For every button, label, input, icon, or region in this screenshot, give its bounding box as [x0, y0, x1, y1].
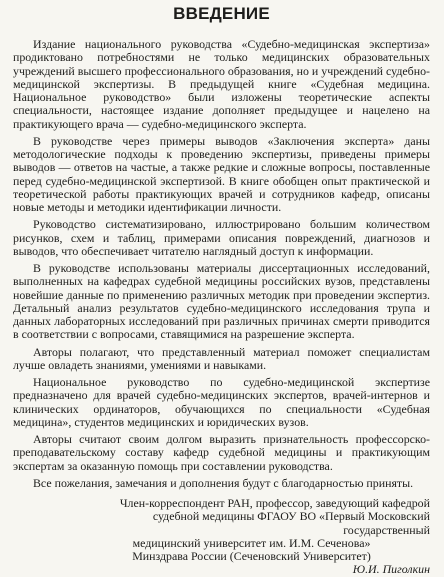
introduction-body [13, 38, 430, 490]
signature-university: медицинский университет им. И.М. Сеченова» [132, 535, 371, 550]
page-title: ВВЕДЕНИЕ [173, 4, 270, 23]
paragraph-7: Авторы считают своим долгом выразить признательность профессорско-преподавательскому составу кафедр судебной медицины и практикующим экспертам за оказанную помощь при составлении руководства. [13, 432, 430, 473]
signature-institution: судебной медицины ФГАОУ ВО «Первый Московский государственный [152, 509, 430, 537]
paragraph-6: Национальное руководство по судебно-медицинской экспертизе предназначено для врачей судебно-медицинских экспертов, врачей-интернов и клинических ординаторов, обучающихся по специальности «Судебная медицина», студентов медицинских и юридических вузов. [13, 375, 430, 429]
paragraph-4: В руководстве использованы материалы диссертационных исследований, выполненных на кафедрах судебной медицины российских вузов, представлены новейшие данные по применению различных методик при проведении экспертиз. Детальный анализ результатов судебно-медицинского исследования трупа и данных лабораторных исследований при различных причинах смерти приводится в соответствии с вопросами, ставящимися на разрешение эксперта. [13, 261, 430, 342]
signature-position: Член-корреспондент РАН, профессор, заведующий кафедрой [119, 496, 430, 510]
paragraph-8: Все пожелания, замечания и дополнения будут с благодарностью приняты. [33, 475, 414, 490]
signature-ministry: Минздрава России (Сеченовский Университет) [132, 549, 371, 563]
paragraph-5: Авторы полагают, что представленный материал поможет специалистам лучше овладеть знаниями, умениями и навыками. [13, 344, 430, 372]
paragraph-3: Руководство систематизировано, иллюстрировано большим количеством рисунков, схем и таблиц, примерами описания повреждений, диагнозов и выводов, что обеспечивает читателю наглядный доступ к информации. [13, 217, 430, 258]
paragraph-1: Издание национального руководства «Судебно-медицинская экспертиза» продиктовано потребностями не только медицинских образовательных учреждений высшего профессионального образования, но и учреждений судебно-медицинской экспертизы. В предыдущей книге «Судебная медицина. Национальное руководство» были изложены теоретические аспекты специальности, настоящее издание дополняет предыдущее и нацелено на практикующего врача — судебно-медицинского эксперта. [13, 37, 430, 131]
author-name: Ю.И. Пиголкин [352, 562, 430, 577]
paragraph-2: В руководстве через примеры выводов «Заключения эксперта» даны методологические подходы к проведению экспертизы, приведены примеры выводов — ответов на частые, а также редкие и сложные вопросы, поставленные перед судебно-медицинской экспертизой. В книге обобщен опыт практической и теоретической работы практикующих врачей и сотрудников кафедр, описаны новые методы и методики идентификации личности. [13, 133, 430, 214]
author-signature [13, 497, 430, 577]
